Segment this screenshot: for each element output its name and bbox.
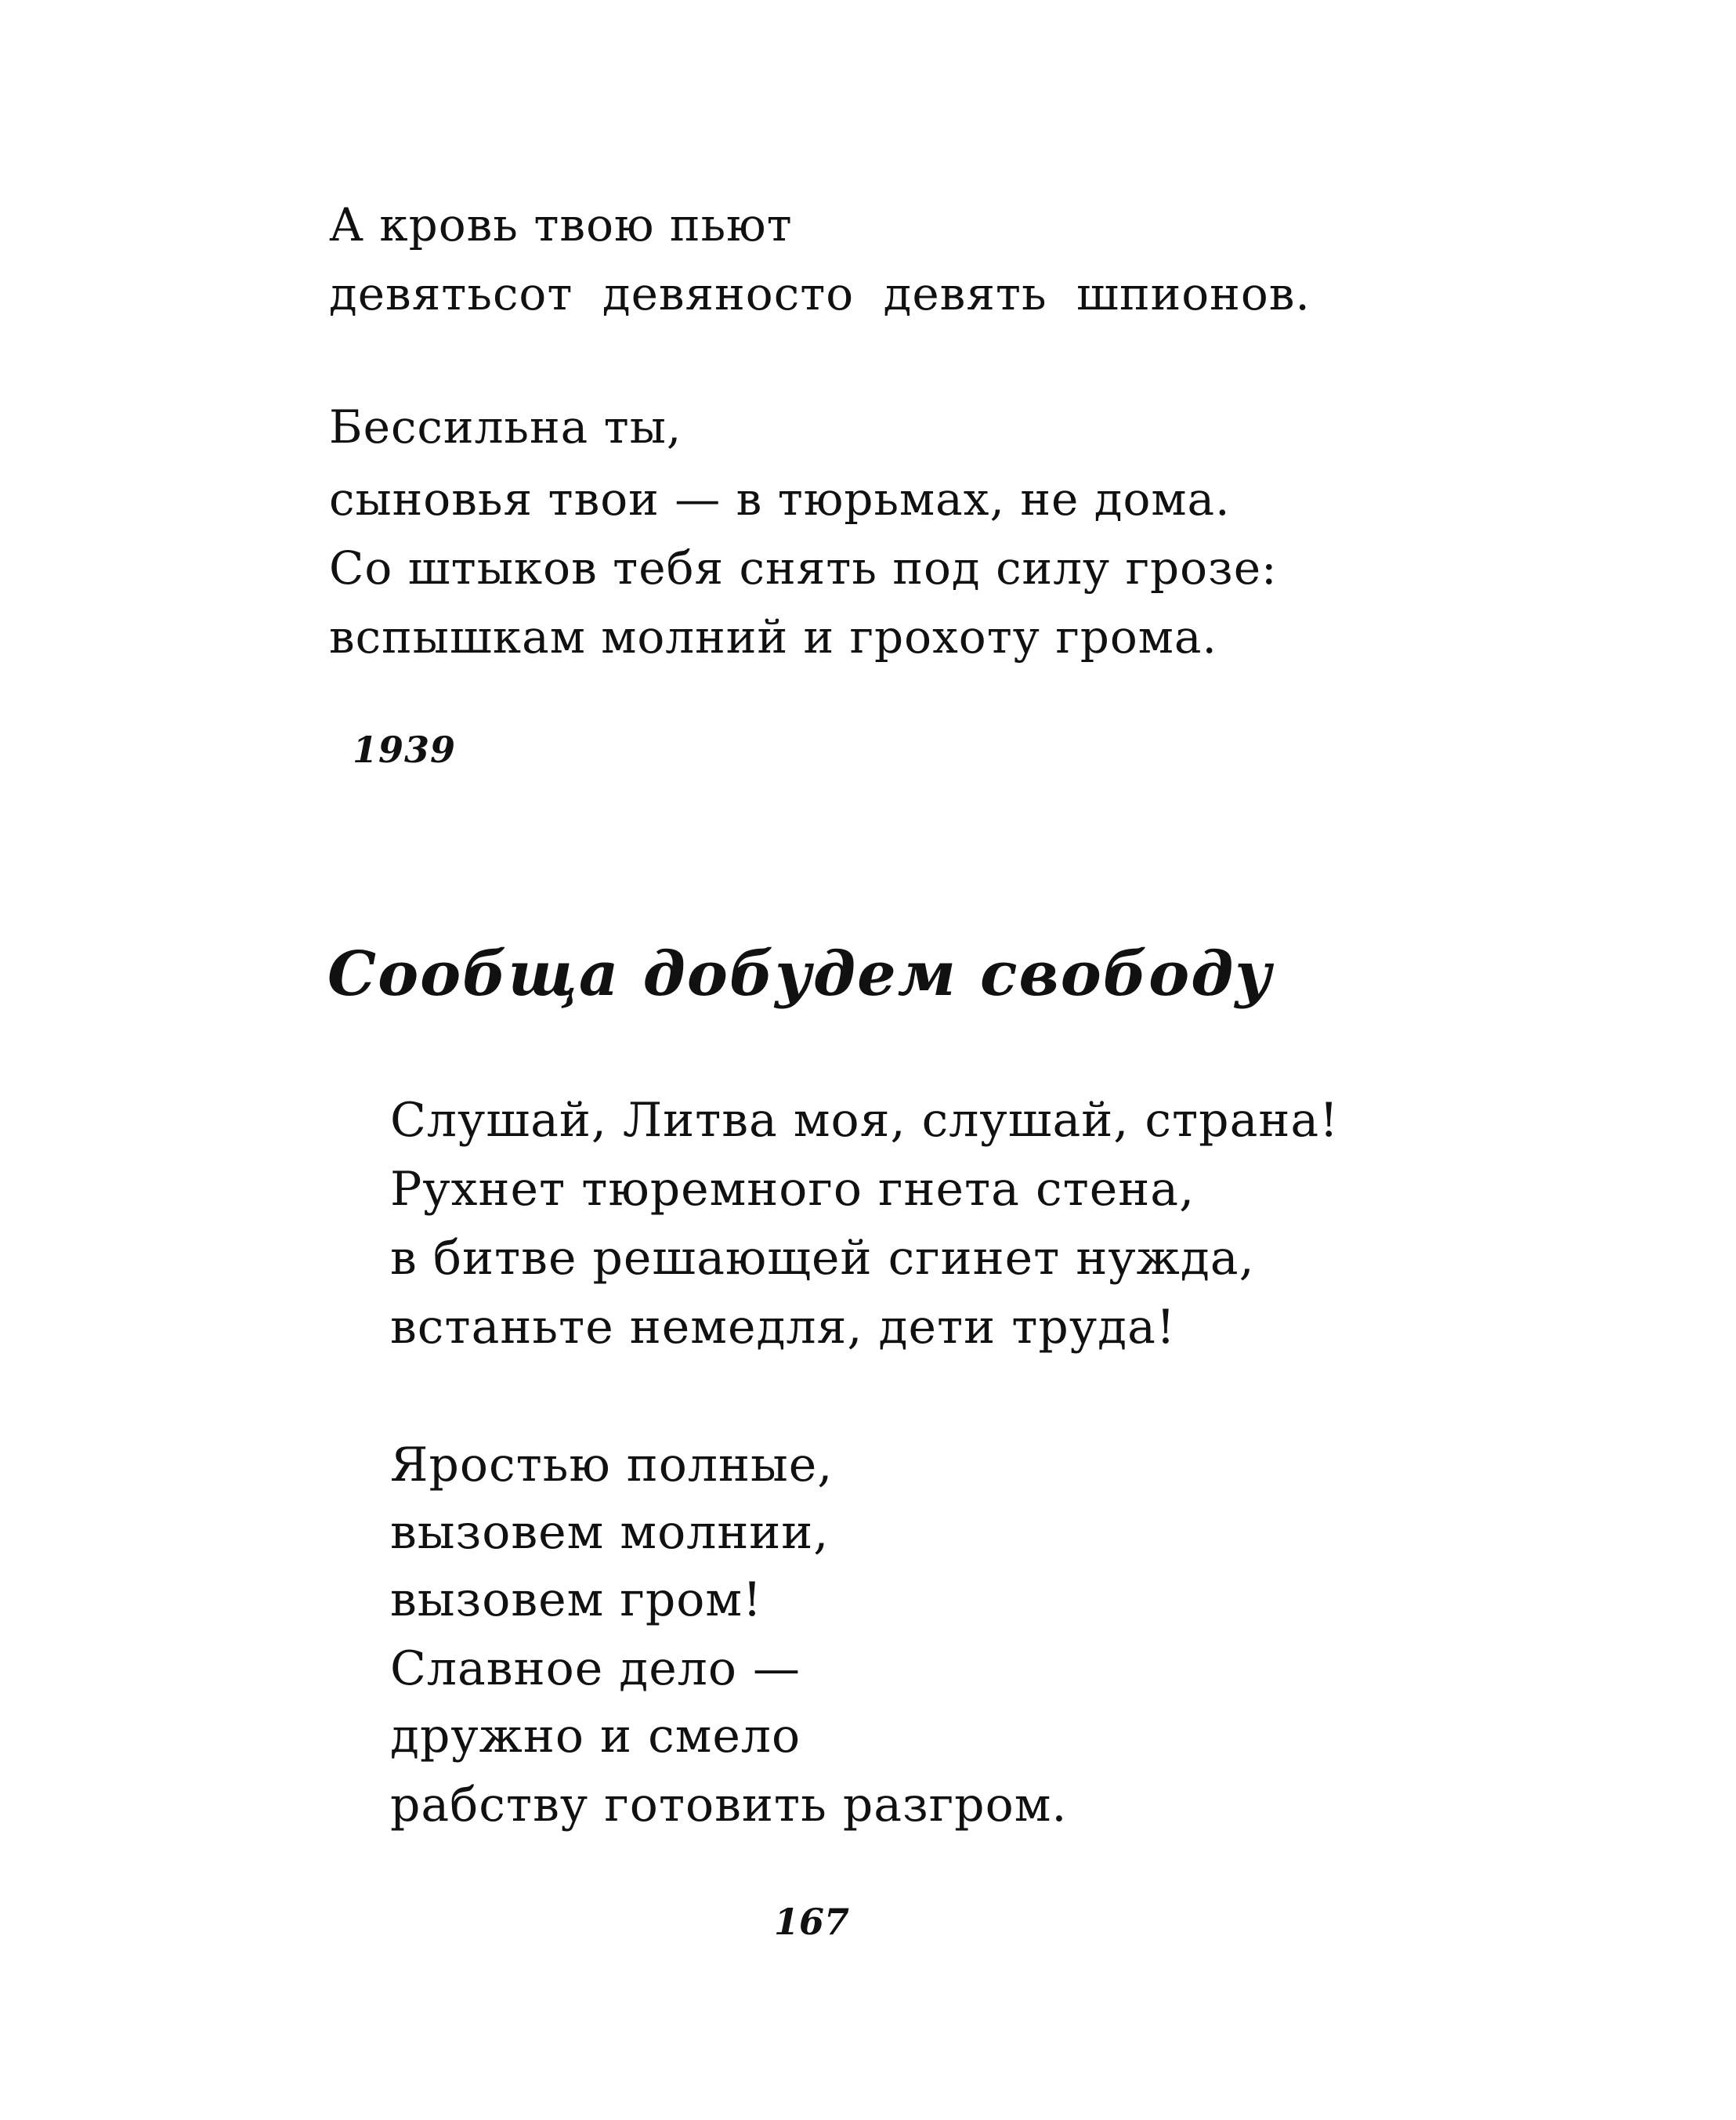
poem-line-1: Слушай, Литва моя, слушай, страна!	[390, 1093, 1340, 1148]
poem-year: 1939	[353, 729, 457, 771]
poem-line-10: рабству готовить разгром.	[390, 1778, 1068, 1832]
poem-ending-line-5: Со штыков тебя снять под силу грозе:	[329, 541, 1278, 595]
poem-title: Сообща добудем свободу	[327, 939, 1274, 1010]
poem-line-8: Славное дело —	[390, 1641, 801, 1696]
page-number: 167	[774, 1901, 850, 1943]
poem-line-2: Рухнет тюремного гнета стена,	[390, 1162, 1195, 1217]
poem-line-4: встаньте немедля, дети труда!	[390, 1300, 1176, 1355]
poem-ending-line-4: сыновья твои — в тюрьмах, не дома.	[329, 472, 1231, 526]
poem-ending-line-2: девятьсот девяносто девять шпионов.	[329, 267, 1311, 320]
poem-line-7: вызовем гром!	[390, 1572, 763, 1627]
poem-ending-line-6: вспышкам молний и грохоту грома.	[329, 610, 1217, 664]
poem-line-9: дружно и смело	[390, 1709, 801, 1764]
poem-line-5: Яростью полные,	[390, 1438, 834, 1492]
poem-ending-line-3: Бессильна ты,	[329, 400, 682, 454]
poem-line-6: вызовем молнии,	[390, 1505, 830, 1560]
poem-ending-line-1: А кровь твою пьют	[329, 198, 793, 251]
poem-line-3: в битве решающей сгинет нужда,	[390, 1231, 1255, 1286]
